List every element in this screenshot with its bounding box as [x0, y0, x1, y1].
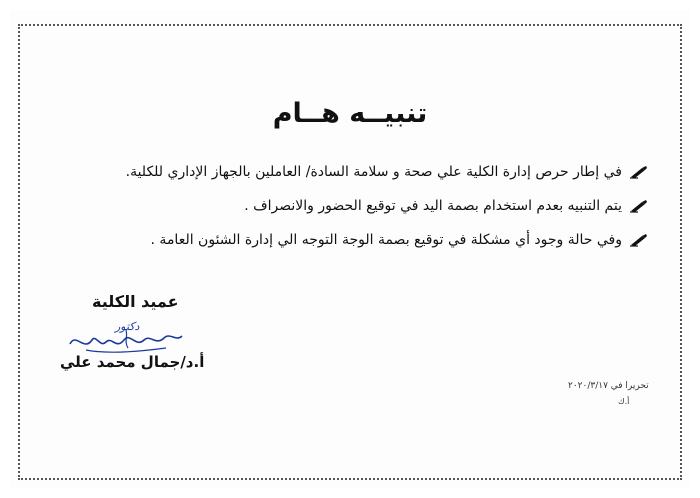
notice-item-text: يتم التنبيه بعدم استخدام بصمة اليد في توقيع الحضور والانصراف . — [244, 198, 622, 214]
writing-hand-icon — [630, 233, 648, 247]
signatory-name: أ.د/جمال محمد علي — [60, 353, 205, 371]
notice-item-text: في إطار حرص إدارة الكلية علي صحة و سلامة السادة/ العاملين بالجهاز الإداري للكلية. — [125, 164, 622, 180]
reference-initials: أ.ك — [618, 397, 630, 406]
notice-title: تنبيــه هــام — [272, 98, 428, 129]
notice-item-text: وفي حالة وجود أي مشكلة في توقيع بصمة الوجة التوجه الي إدارة الشئون العامة . — [150, 232, 622, 248]
dotted-border-frame — [18, 24, 682, 480]
handwritten-title: دكتور — [115, 320, 140, 333]
writing-hand-icon — [630, 199, 648, 213]
writing-hand-icon — [630, 165, 648, 179]
issue-date: تحريرا في ٢٠٢٠/٣/١٧ — [568, 381, 649, 391]
signatory-role: عميد الكلية — [92, 292, 179, 311]
notice-item — [151, 232, 648, 248]
notice-item — [244, 198, 648, 214]
notice-item — [126, 164, 648, 180]
document-sheet — [10, 10, 690, 488]
